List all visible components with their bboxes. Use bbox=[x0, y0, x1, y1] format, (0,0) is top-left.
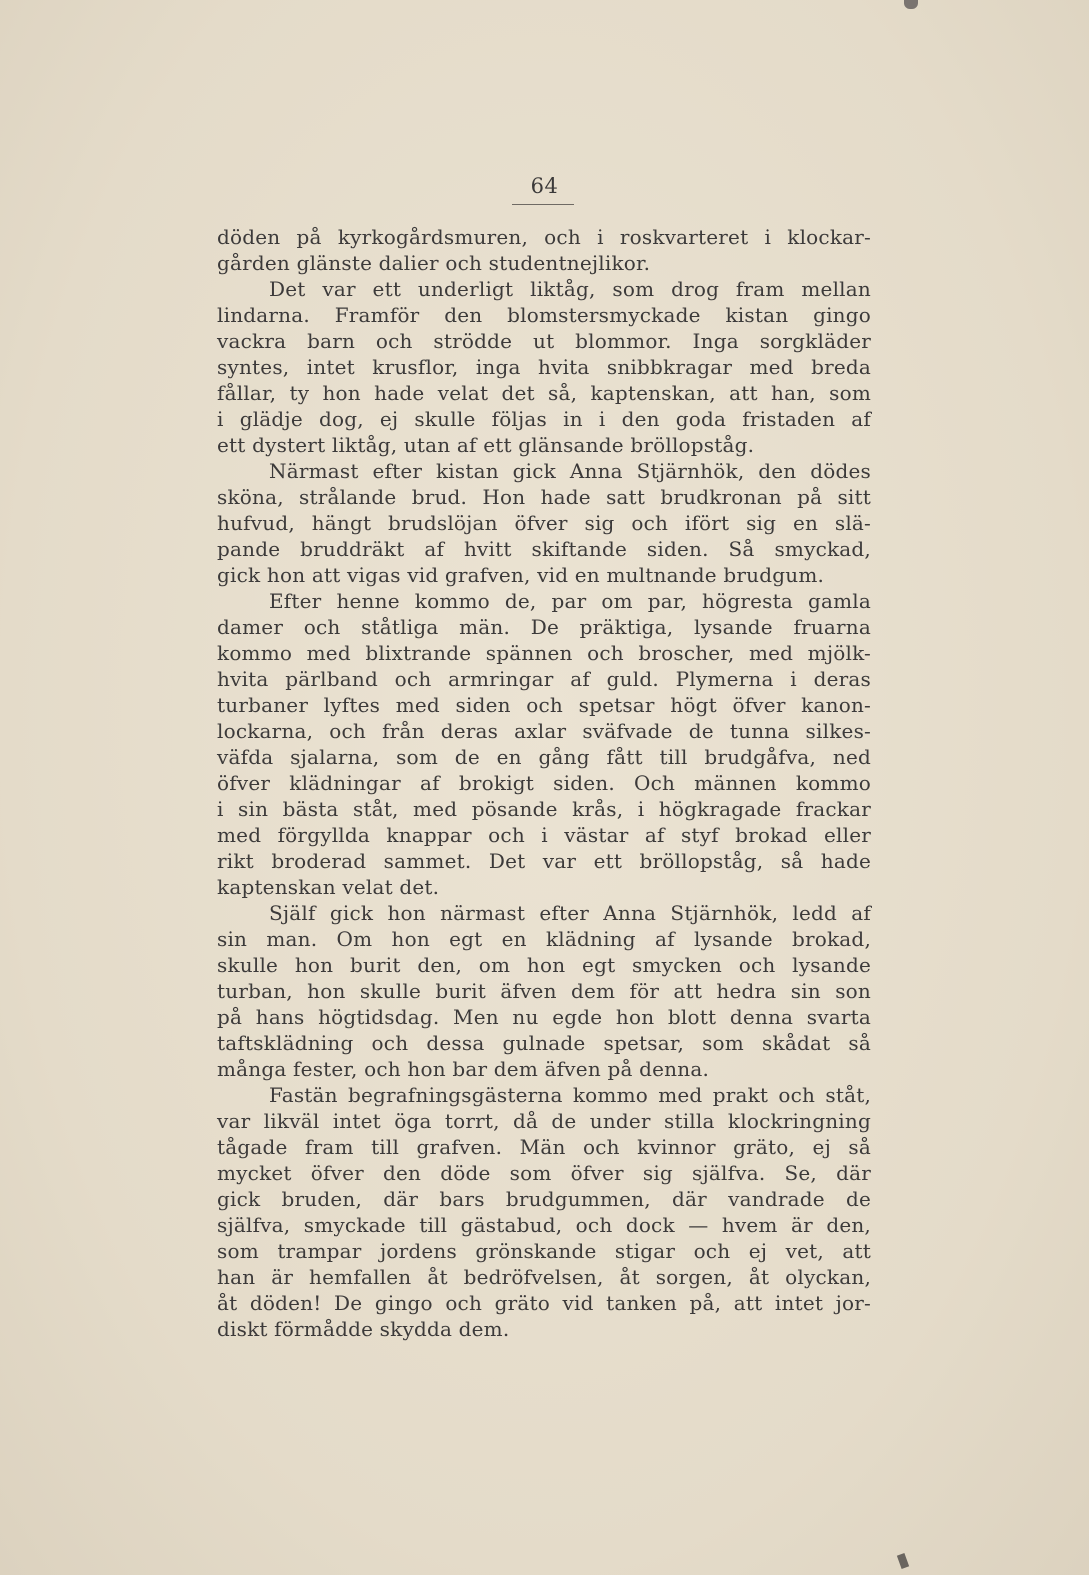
text-line: turbaner lyftes med siden och spetsar högt öfver kanon- bbox=[217, 693, 871, 717]
text-line: gick hon att vigas vid grafven, vid en multnande brudgum. bbox=[217, 563, 825, 587]
text-line: som trampar jordens grönskande stigar och ej vet, att bbox=[217, 1239, 871, 1263]
header-rule bbox=[512, 204, 574, 205]
text-line: han är hemfallen åt bedröfvelsen, åt sorgen, åt olyckan, bbox=[217, 1265, 871, 1289]
text-line: turban, hon skulle burit äfven dem för att hedra sin son bbox=[217, 979, 871, 1003]
text-line: fållar, ty hon hade velat det så, kaptenskan, att han, som bbox=[217, 381, 871, 405]
text-line: i glädje dog, ej skulle följas in i den goda fristaden af bbox=[217, 407, 871, 431]
page-number: 64 bbox=[530, 174, 559, 198]
text-line: skulle hon burit den, om hon egt smycken och lysande bbox=[217, 953, 871, 977]
text-line: väfda sjalarna, som de en gång fått till brudgåfva, ned bbox=[217, 745, 871, 769]
text-line: själfva, smyckade till gästabud, och dock — hvem är den, bbox=[217, 1213, 871, 1237]
text-line: ett dystert liktåg, utan af ett glänsande bröllopståg. bbox=[217, 433, 755, 457]
text-line: på hans högtidsdag. Men nu egde hon blott denna svarta bbox=[217, 1005, 871, 1029]
text-line: vackra barn och strödde ut blommor. Inga sorgkläder bbox=[217, 329, 871, 353]
text-line: Det var ett underligt liktåg, som drog fram mellan bbox=[269, 277, 871, 301]
text-line: öfver klädningar af brokigt siden. Och männen kommo bbox=[217, 771, 871, 795]
text-line: gården glänste dalier och studentnejlikor. bbox=[217, 251, 651, 275]
text-line: var likväl intet öga torrt, då de under stilla klockringning bbox=[217, 1109, 871, 1133]
text-line: taftsklädning och dessa gulnade spetsar, som skådat så bbox=[217, 1031, 871, 1055]
text-line: sin man. Om hon egt en klädning af lysande brokad, bbox=[217, 927, 871, 951]
text-line: pande bruddräkt af hvitt skiftande siden. Så smyckad, bbox=[217, 537, 871, 561]
ink-speck-top bbox=[904, 0, 918, 9]
text-line: Själf gick hon närmast efter Anna Stjärnhök, ledd af bbox=[269, 901, 871, 925]
text-line: damer och ståtliga män. De präktiga, lysande fruarna bbox=[217, 615, 871, 639]
text-line: gick bruden, där bars brudgummen, där vandrade de bbox=[217, 1187, 871, 1211]
ink-speck-bottom bbox=[897, 1553, 909, 1569]
text-line: hufvud, hängt brudslöjan öfver sig och ifört sig en slä- bbox=[217, 511, 871, 535]
text-line: rikt broderad sammet. Det var ett bröllopståg, så hade bbox=[217, 849, 871, 873]
text-line: Närmast efter kistan gick Anna Stjärnhök, den dödes bbox=[269, 459, 871, 483]
text-line: döden på kyrkogårdsmuren, och i roskvarteret i klockar- bbox=[217, 225, 871, 249]
text-line: mycket öfver den döde som öfver sig själfva. Se, där bbox=[217, 1161, 871, 1185]
text-line: i sin bästa ståt, med pösande krås, i högkragade frackar bbox=[217, 797, 871, 821]
text-line: många fester, och hon bar dem äfven på denna. bbox=[217, 1057, 710, 1081]
text-line: kaptenskan velat det. bbox=[217, 875, 440, 899]
text-line: åt döden! De gingo och gräto vid tanken på, att intet jor- bbox=[217, 1291, 871, 1315]
text-line: lindarna. Framför den blomstersmyckade kistan gingo bbox=[217, 303, 871, 327]
text-line: tågade fram till grafven. Män och kvinnor gräto, ej så bbox=[217, 1135, 871, 1159]
text-line: syntes, intet krusflor, inga hvita snibbkragar med breda bbox=[217, 355, 871, 379]
text-line: med förgyllda knappar och i västar af styf brokad eller bbox=[217, 823, 871, 847]
text-line: lockarna, och från deras axlar sväfvade de tunna silkes- bbox=[217, 719, 871, 743]
text-line: Fastän begrafningsgästerna kommo med prakt och ståt, bbox=[269, 1083, 871, 1107]
text-line: diskt förmådde skydda dem. bbox=[217, 1317, 510, 1341]
text-line: Efter henne kommo de, par om par, högresta gamla bbox=[269, 589, 871, 613]
text-line: kommo med blixtrande spännen och broscher, med mjölk- bbox=[217, 641, 871, 665]
text-line: sköna, strålande brud. Hon hade satt brudkronan på sitt bbox=[217, 485, 871, 509]
text-line: hvita pärlband och armringar af guld. Plymerna i deras bbox=[217, 667, 871, 691]
body-text bbox=[217, 224, 871, 1342]
